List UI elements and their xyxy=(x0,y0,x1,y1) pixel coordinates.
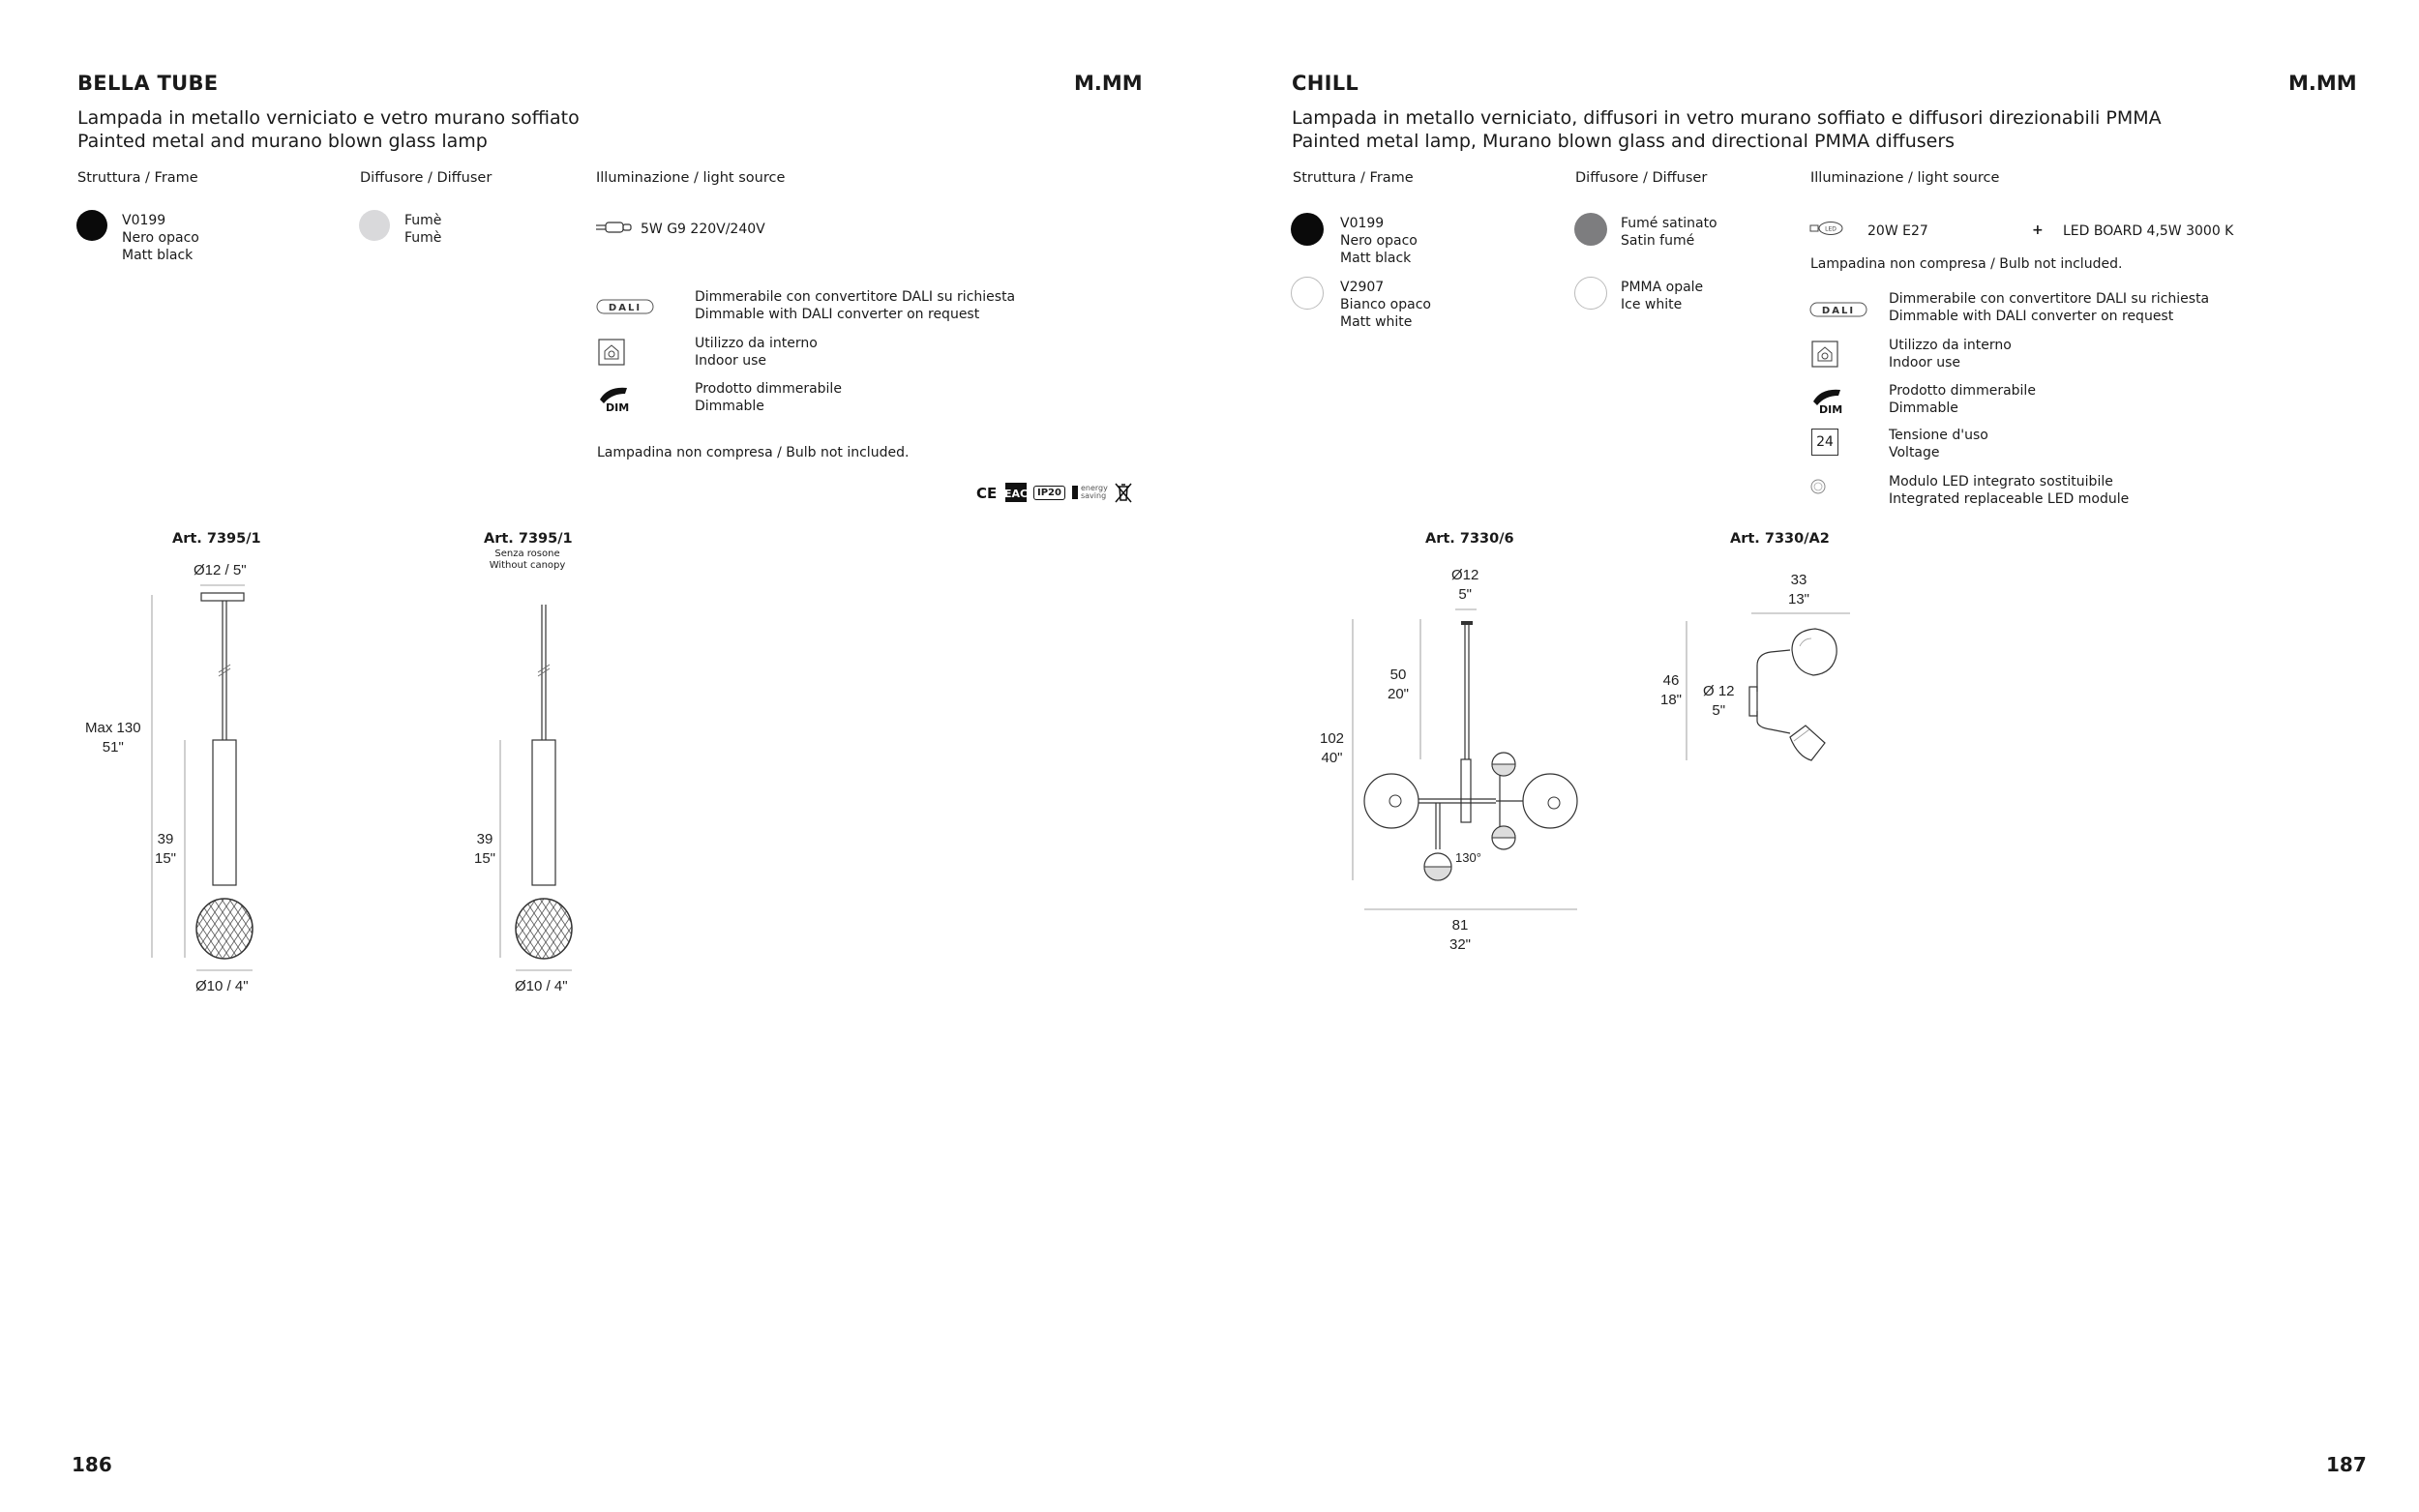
feature-indoor-en: Indoor use xyxy=(695,353,767,369)
g9-bulb-icon xyxy=(596,221,635,234)
diffuser-option xyxy=(1621,279,1703,313)
diffuser-name-en: Ice white xyxy=(1621,297,1683,312)
feature-dali xyxy=(695,288,1015,323)
plus-sign: + xyxy=(2032,222,2044,238)
page-number: 187 xyxy=(2326,1453,2367,1476)
feature-led-module-en: Integrated replaceable LED module xyxy=(1889,491,2130,507)
feature-dim-en: Dimmable xyxy=(1889,400,1958,416)
feature-indoor-it: Utilizzo da interno xyxy=(695,336,818,351)
frame-name-it: Nero opaco xyxy=(1340,233,1418,249)
canopy-diameter-cm: Ø12 xyxy=(1451,567,1479,583)
depth-in: 13" xyxy=(1788,591,1810,608)
frame-swatch-black[interactable] xyxy=(76,210,107,241)
feature-indoor xyxy=(1889,337,2012,371)
feature-dali-en: Dimmable with DALI converter on request xyxy=(1889,309,2174,324)
dim-icon xyxy=(598,384,633,413)
body-length-cm: 39 xyxy=(157,831,174,847)
dali-icon xyxy=(596,297,656,316)
diffuser-name-en: Fumè xyxy=(404,230,442,246)
total-height-in: 40" xyxy=(1321,750,1343,766)
max-height-in: 51" xyxy=(102,739,124,756)
body-length-in: 15" xyxy=(155,850,177,867)
ip20-badge: IP20 xyxy=(1033,486,1065,500)
diffuser-option xyxy=(404,212,441,247)
plate-diameter-cm: Ø 12 xyxy=(1703,683,1735,699)
frame-name-it: Nero opaco xyxy=(122,230,199,246)
light-source-spec: 5W G9 220V/240V xyxy=(641,222,765,237)
feature-dim xyxy=(695,380,842,415)
frame-name-en: Matt black xyxy=(122,248,194,263)
diffuser-name-it: Fumé satinato xyxy=(1621,216,1717,231)
light-source-heading: Illuminazione / light source xyxy=(1810,170,2000,186)
frame-code: V0199 xyxy=(1340,216,1385,231)
frame-name-it: Bianco opaco xyxy=(1340,297,1431,312)
feature-indoor-en: Indoor use xyxy=(1889,355,1961,371)
diffuser-name-en: Satin fumé xyxy=(1621,233,1695,249)
dim-icon xyxy=(1811,386,1846,415)
frame-swatch-black[interactable] xyxy=(1291,213,1324,246)
description-english: Painted metal lamp, Murano blown glass and directional PMMA diffusers xyxy=(1292,131,1956,152)
eac-mark-icon xyxy=(1004,482,1028,503)
diffuser-option xyxy=(1621,215,1717,250)
svg-text:DIM: DIM xyxy=(606,401,630,413)
subtitle-italian: Senza rosone xyxy=(494,548,560,559)
diffuser-swatch-fume[interactable] xyxy=(359,210,390,241)
pendant-drawing xyxy=(145,576,261,982)
frame-name-en: Matt black xyxy=(1340,251,1412,266)
height-in: 18" xyxy=(1660,692,1683,708)
feature-dali-it: Dimmerabile con convertitore DALI su richiesta xyxy=(695,289,1016,305)
certification-row xyxy=(975,481,1133,504)
plate-diameter-in: 5" xyxy=(1712,702,1726,719)
description-italian: Lampada in metallo verniciato, diffusori in vetro murano soffiato e diffusori direzionabili PMMA xyxy=(1292,107,2162,129)
frame-option xyxy=(122,212,199,264)
feature-led-module-it: Modulo LED integrato sostituibile xyxy=(1889,474,2113,489)
diffuser-swatch-satin-fume[interactable] xyxy=(1574,213,1607,246)
brand-label: M.MM xyxy=(1074,72,1143,95)
feature-led-module xyxy=(1889,473,2129,508)
weee-bin-icon xyxy=(1114,482,1133,503)
light-source-led-board: LED BOARD 4,5W 3000 K xyxy=(2063,223,2234,239)
total-height-dim xyxy=(1320,729,1344,768)
light-source-e27: 20W E27 xyxy=(1867,223,1928,239)
frame-swatch-white[interactable] xyxy=(1291,277,1324,310)
diffuser-heading: Diffusore / Diffuser xyxy=(360,170,493,186)
feature-voltage xyxy=(1889,427,1988,461)
stem-length-in: 20" xyxy=(1388,686,1410,702)
page-number: 186 xyxy=(72,1453,112,1476)
max-height-dim xyxy=(85,719,141,757)
frame-code: V2907 xyxy=(1340,280,1385,295)
product-title: CHILL xyxy=(1292,72,1359,95)
diffuser-name-it: Fumè xyxy=(404,213,442,228)
subtitle-english: Without canopy xyxy=(489,560,566,571)
dali-icon xyxy=(1809,300,1869,319)
total-width-in: 32" xyxy=(1449,936,1472,953)
rotation-angle: 130° xyxy=(1455,850,1481,865)
total-width-dim xyxy=(1449,916,1471,955)
energy-bar-icon xyxy=(1071,485,1079,500)
diffuser-swatch-opal[interactable] xyxy=(1574,277,1607,310)
article-number: Art. 7395/1 xyxy=(172,531,261,547)
saving-text: saving xyxy=(1080,491,1107,500)
pendant-no-canopy-drawing xyxy=(464,600,581,982)
svg-text:CE: CE xyxy=(976,485,998,501)
frame-option xyxy=(1340,215,1418,267)
feature-dim xyxy=(1889,382,2036,417)
canopy-diameter xyxy=(1451,566,1478,605)
feature-voltage-en: Voltage xyxy=(1889,445,1940,460)
voltage-24-icon: 24 xyxy=(1811,429,1838,456)
svg-text:DALI: DALI xyxy=(608,303,642,313)
feature-dim-it: Prodotto dimmerabile xyxy=(1889,383,2036,399)
frame-name-en: Matt white xyxy=(1340,314,1413,330)
svg-text:EAC: EAC xyxy=(1004,488,1028,500)
e27-led-bulb-icon xyxy=(1809,221,1844,236)
canopy-diameter-in: 5" xyxy=(1458,586,1473,603)
height-cm: 46 xyxy=(1662,672,1680,689)
frame-option xyxy=(1340,279,1431,331)
feature-dim-en: Dimmable xyxy=(695,399,764,414)
frame-code: V0199 xyxy=(122,213,166,228)
feature-indoor xyxy=(695,335,818,370)
light-source-heading: Illuminazione / light source xyxy=(596,170,786,186)
description-italian: Lampada in metallo verniciato e vetro murano soffiato xyxy=(77,107,580,129)
svg-text:DIM: DIM xyxy=(1819,403,1843,415)
body-length-cm: 39 xyxy=(476,831,493,847)
product-title: BELLA TUBE xyxy=(77,72,219,95)
svg-text:DALI: DALI xyxy=(1821,306,1856,316)
stem-length-cm: 50 xyxy=(1389,667,1407,683)
feature-voltage-it: Tensione d'uso xyxy=(1889,428,1988,443)
diffuser-name-it: PMMA opale xyxy=(1621,280,1704,295)
feature-dim-it: Prodotto dimmerabile xyxy=(695,381,842,397)
indoor-use-icon xyxy=(598,339,627,368)
led-module-icon xyxy=(1809,478,1829,495)
frame-heading: Struttura / Frame xyxy=(77,170,198,186)
globe-diameter: Ø10 / 4" xyxy=(515,978,568,994)
feature-dali-en: Dimmable with DALI converter on request xyxy=(695,307,980,322)
brand-label: M.MM xyxy=(2288,72,2357,95)
globe-diameter: Ø10 / 4" xyxy=(195,978,249,994)
bulb-not-included-note: Lampadina non compresa / Bulb not included. xyxy=(597,445,910,460)
indoor-use-icon xyxy=(1811,341,1840,370)
ce-mark-icon xyxy=(975,484,999,501)
frame-heading: Struttura / Frame xyxy=(1293,170,1414,186)
body-length-in: 15" xyxy=(474,850,496,867)
energy-saving-badge xyxy=(1071,485,1108,500)
article-number: Art. 7395/1 xyxy=(484,531,573,547)
description-english: Painted metal and murano blown glass lamp xyxy=(77,131,488,152)
wall-lamp-drawing xyxy=(1684,609,1858,764)
total-height-cm: 102 xyxy=(1320,730,1345,747)
chandelier-drawing xyxy=(1345,600,1597,919)
feature-indoor-it: Utilizzo da interno xyxy=(1889,338,2012,353)
total-width-cm: 81 xyxy=(1451,917,1469,934)
bulb-not-included-note: Lampadina non compresa / Bulb not included. xyxy=(1810,256,2123,272)
wall-lamp-height xyxy=(1660,671,1682,710)
diffuser-heading: Diffusore / Diffuser xyxy=(1575,170,1708,186)
max-height-cm: Max 130 xyxy=(85,720,141,736)
article-subtitle xyxy=(489,548,566,572)
svg-text:LED: LED xyxy=(1825,225,1837,233)
depth-cm: 33 xyxy=(1790,572,1807,588)
article-number: Art. 7330/6 xyxy=(1425,531,1514,547)
feature-dali-it: Dimmerabile con convertitore DALI su richiesta xyxy=(1889,291,2210,307)
canopy-diameter: Ø12 / 5" xyxy=(194,562,247,578)
feature-dali xyxy=(1889,290,2209,325)
wall-lamp-depth xyxy=(1788,571,1809,609)
energy-text: energy xyxy=(1080,484,1108,492)
article-number: Art. 7330/A2 xyxy=(1730,531,1830,547)
